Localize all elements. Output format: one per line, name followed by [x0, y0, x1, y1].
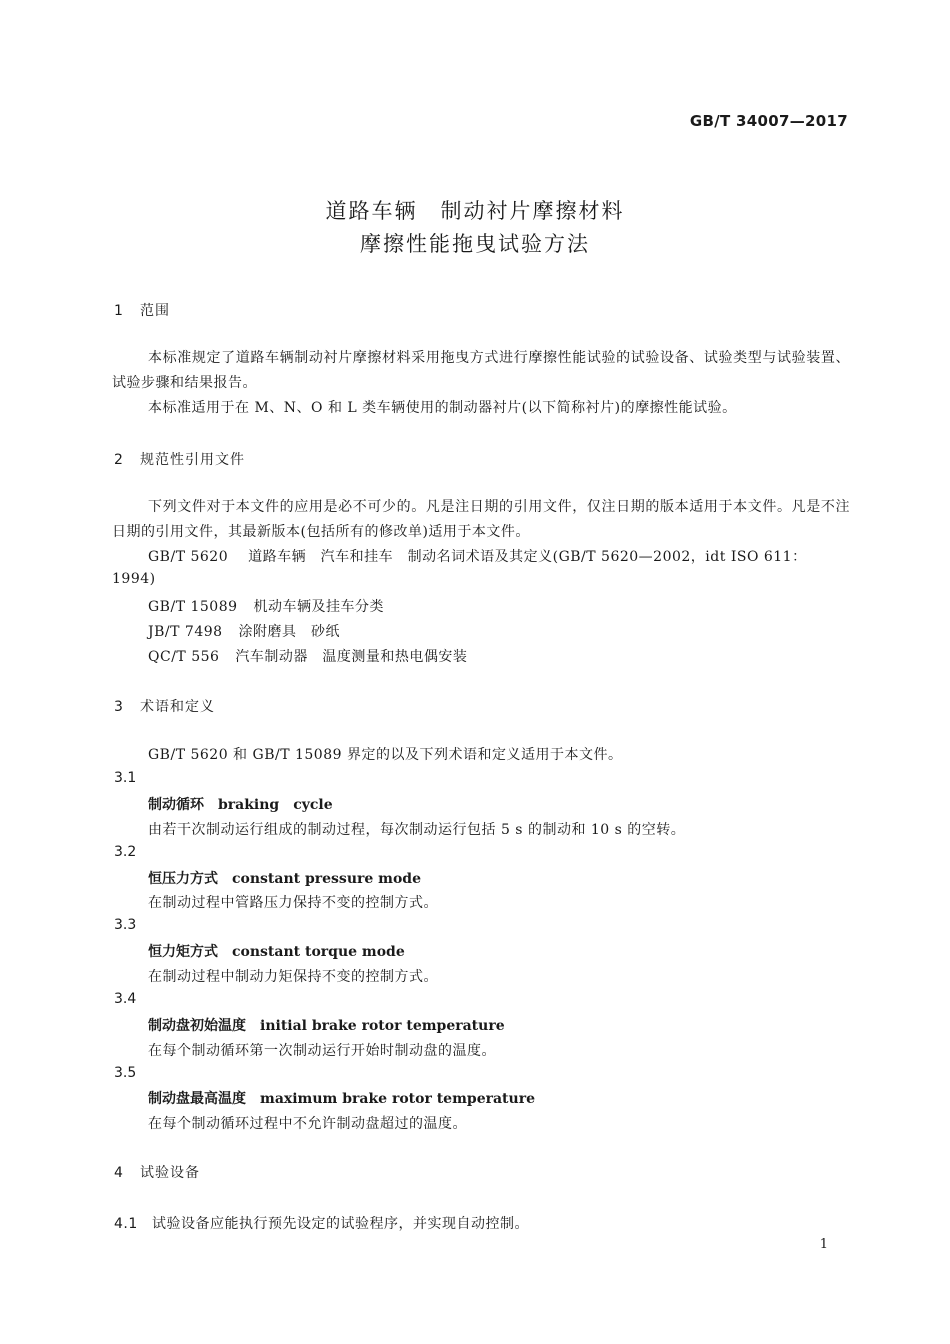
term-en: constant torque mode [232, 944, 405, 960]
section-2-heading [114, 449, 245, 469]
reference-code: JB/T 7498 [148, 624, 223, 640]
term-title [148, 1015, 505, 1035]
term-definition: 由若干次制动运行组成的制动过程，每次制动运行包括 5 s 的制动和 10 s 的空转。 [148, 822, 686, 838]
section-3-intro: GB/T 5620 和 GB/T 15089 界定的以及下列术语和定义适用于本文件。 [148, 747, 623, 763]
term-number: 3.3 [114, 917, 137, 933]
reference-title: 汽车制动器 温度测量和热电偶安装 [235, 649, 468, 665]
term-en: constant pressure mode [232, 871, 421, 887]
section-1-title: 范围 [140, 303, 170, 319]
subclause-text: 试验设备应能执行预先设定的试验程序，并实现自动控制。 [152, 1216, 529, 1232]
section-3-heading [114, 696, 215, 716]
page-number: 1 [819, 1237, 828, 1252]
section-2-paragraph-1: 下列文件对于本文件的应用是必不可少的。凡是注日期的引用文件，仅注日期的版本适用于本文件。凡是不注日期的引用文件，其最新版本(包括所有的修改单)适用于本文件。 [112, 499, 850, 540]
section-4-heading [114, 1162, 200, 1182]
subclause-number: 4.1 [114, 1216, 138, 1232]
section-4-number: 4 [114, 1165, 124, 1181]
reference-title: 涂附磨具 砂纸 [238, 624, 341, 640]
term-title [148, 868, 421, 888]
section-1-paragraph-2: 本标准适用于在 M、N、O 和 L 类车辆使用的制动器衬片(以下简称衬片)的摩擦性能试验。 [148, 400, 737, 416]
section-2-title: 规范性引用文件 [140, 452, 245, 468]
term-zh: 恒压力方式 [148, 871, 218, 887]
term-en: braking cycle [218, 797, 333, 813]
section-1-number: 1 [114, 303, 124, 319]
term-zh: 制动循环 [148, 797, 204, 813]
term-zh: 制动盘最高温度 [148, 1091, 246, 1107]
document-title-line-2: 摩擦性能拖曳试验方法 [360, 232, 590, 256]
term-title [148, 1088, 535, 1108]
term-zh: 制动盘初始温度 [148, 1018, 246, 1034]
term-definition: 在每个制动循环过程中不允许制动盘超过的温度。 [148, 1116, 467, 1132]
standard-code: GB/T 34007—2017 [689, 112, 848, 130]
reference-title: 机动车辆及挂车分类 [253, 599, 385, 615]
section-1-paragraph-1: 本标准规定了道路车辆制动衬片摩擦材料采用拖曳方式进行摩擦性能试验的试验设备、试验类型与试验装置、试验步骤和结果报告。 [112, 350, 850, 391]
document-title-line-1: 道路车辆 制动衬片摩擦材料 [325, 199, 625, 223]
term-zh: 恒力矩方式 [148, 944, 218, 960]
reference-code: GB/T 15089 [148, 599, 238, 615]
section-2-number: 2 [114, 452, 124, 468]
section-3-number: 3 [114, 699, 124, 715]
reference-title: 道路车辆 汽车和挂车 制动名词术语及其定义(GB/T 5620—2002，idt ISO 611： [248, 549, 807, 565]
reference-item [148, 646, 467, 666]
reference-item [148, 546, 807, 566]
term-en: maximum brake rotor temperature [260, 1091, 535, 1107]
term-definition: 在每个制动循环第一次制动运行开始时制动盘的温度。 [148, 1043, 496, 1059]
reference-title-continuation: 1994) [112, 571, 156, 587]
section-3-title: 术语和定义 [140, 699, 215, 715]
term-definition: 在制动过程中管路压力保持不变的控制方式。 [148, 895, 438, 911]
section-4-title: 试验设备 [140, 1165, 200, 1181]
term-definition: 在制动过程中制动力矩保持不变的控制方式。 [148, 969, 438, 985]
reference-code: GB/T 5620 [148, 549, 229, 565]
term-title [148, 941, 405, 961]
reference-item [148, 621, 340, 641]
section-1-heading [114, 300, 170, 320]
term-number: 3.2 [114, 844, 137, 860]
term-en: initial brake rotor temperature [260, 1018, 505, 1034]
term-number: 3.5 [114, 1065, 137, 1081]
subclause-4-1 [114, 1213, 529, 1233]
reference-item [148, 596, 384, 616]
term-title [148, 794, 333, 814]
reference-code: QC/T 556 [148, 649, 220, 665]
term-number: 3.1 [114, 770, 137, 786]
term-number: 3.4 [114, 991, 137, 1007]
